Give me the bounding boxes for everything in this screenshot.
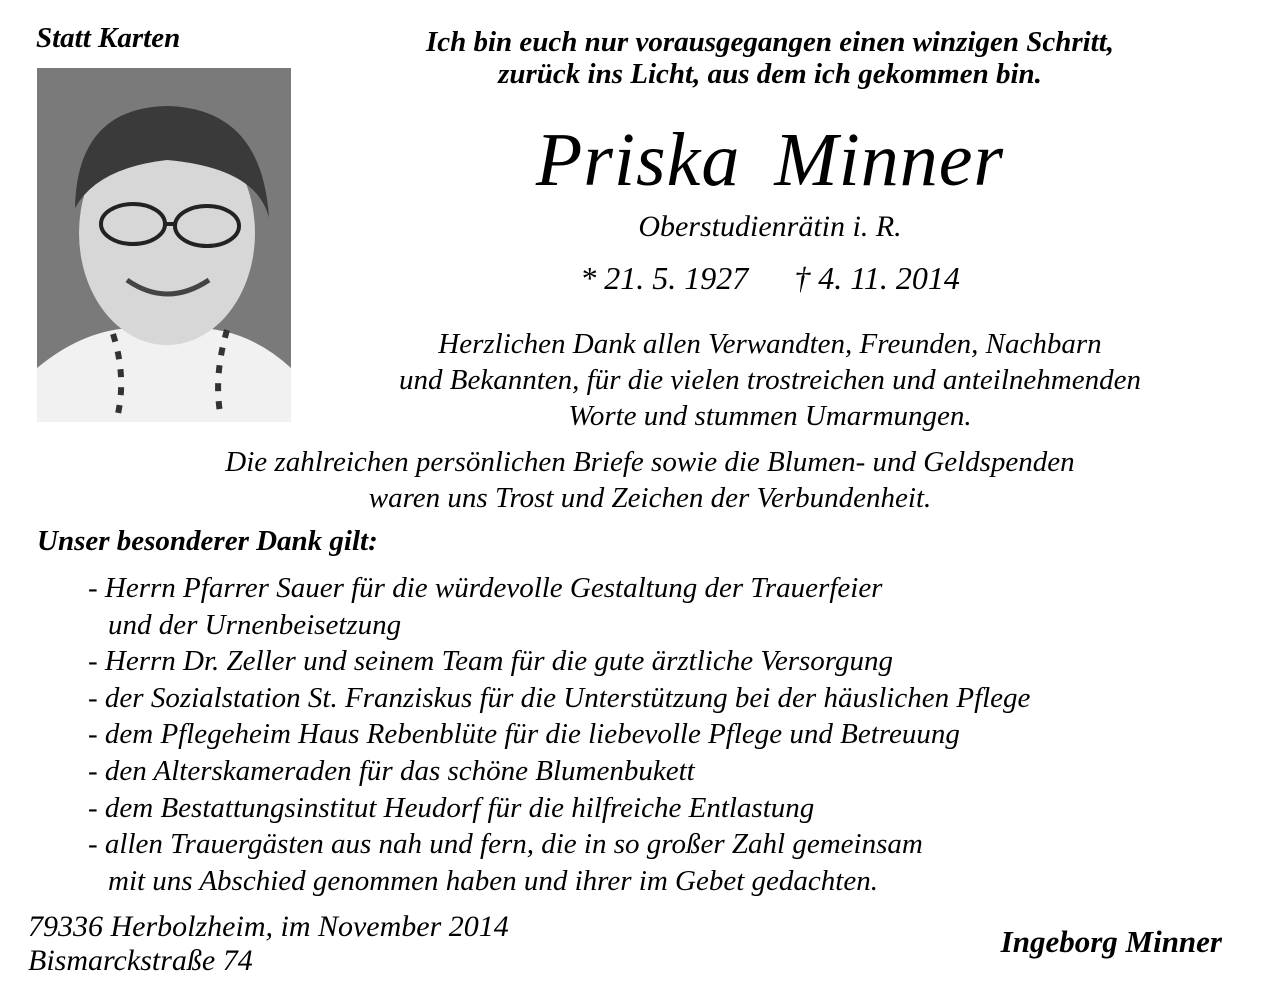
death-date: † 4. 11. 2014 xyxy=(794,260,960,296)
thanks-line: Herzlichen Dank allen Verwandten, Freunden, Nachbarn xyxy=(438,328,1102,360)
special-thanks-heading: Unser besonderer Dank gilt: xyxy=(37,525,378,557)
special-thanks-list xyxy=(88,570,1030,899)
deceased-title: Oberstudienrätin i. R. xyxy=(638,210,902,243)
thanks-line: Worte und stummen Umarmungen. xyxy=(568,400,972,432)
thanks-line: Die zahlreichen persönlichen Briefe sowie die Blumen- und Geldspenden xyxy=(225,446,1075,478)
list-item: - Herrn Dr. Zeller und seinem Team für die gute ärztliche Versorgung xyxy=(88,645,893,678)
address-block xyxy=(28,910,509,978)
list-item: - dem Bestattungsinstitut Heudorf für die hilfreiche Entlastung xyxy=(88,791,815,824)
place-date: 79336 Herbolzheim, im November 2014 xyxy=(28,910,509,943)
life-dates xyxy=(330,260,1210,297)
statt-karten-label: Statt Karten xyxy=(36,22,181,54)
list-item: - Herrn Pfarrer Sauer für die würdevolle Gestaltung der Trauerfeier und der Urnenbeisetzung xyxy=(88,572,883,641)
letters-paragraph xyxy=(20,444,1280,516)
list-item: - der Sozialstation St. Franziskus für die Unterstützung bei der häuslichen Pflege xyxy=(88,681,1031,714)
thanks-line: waren uns Trost und Zeichen der Verbundenheit. xyxy=(368,482,932,514)
thanks-line: und Bekannten, für die vielen trostreichen und anteilnehmenden xyxy=(399,364,1141,396)
signer-name: Ingeborg Minner xyxy=(1000,924,1222,959)
thanks-paragraph xyxy=(300,326,1240,434)
list-item: - allen Trauergästen aus nah und fern, die in so großer Zahl gemeinsam mit uns Abschied genommen haben und ihrer im Gebet gedachten. xyxy=(88,828,923,897)
list-item: - dem Pflegeheim Haus Rebenblüte für die liebevolle Pflege und Betreuung xyxy=(88,718,960,751)
verse-line: Ich bin euch nur vorausgegangen einen winzigen Schritt, xyxy=(425,26,1115,58)
verse-line: zurück ins Licht, aus dem ich gekommen bin. xyxy=(498,58,1042,90)
list-item: - den Alterskameraden für das schöne Blumenbukett xyxy=(88,754,695,787)
street-address: Bismarckstraße 74 xyxy=(28,944,253,977)
deceased-name: Priska Minner xyxy=(535,118,1005,202)
portrait-photo xyxy=(37,68,291,422)
birth-date: * 21. 5. 1927 xyxy=(580,260,749,296)
verse xyxy=(330,26,1210,90)
